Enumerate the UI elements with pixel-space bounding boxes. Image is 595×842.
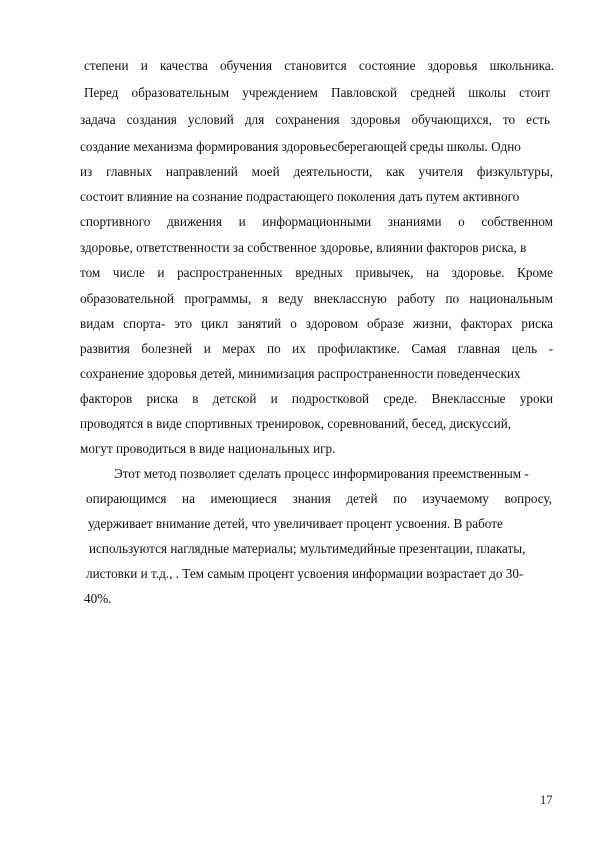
page-number: 17 (540, 793, 553, 807)
text-line: видам спорта- это цикл занятий о здоровом образе жизни, факторах риска (80, 316, 553, 331)
text-line: опирающимся на имеющиеся знания детей по изучаемому вопросу, (86, 491, 552, 506)
text-line: 40%. (84, 591, 112, 606)
text-line: образовательной программы, я веду внеклассную работу по национальным (80, 291, 553, 306)
text-line: спортивного движения и информационными знаниями о собственном (80, 214, 553, 229)
text-line: могут проводиться в виде национальных игр. (80, 441, 336, 456)
text-line: удерживает внимание детей, что увеличивает процент усвоения. В работе (88, 516, 503, 531)
text-line: факторов риска в детской и подростковой среде. Внеклассные уроки (80, 391, 553, 406)
text-line: здоровье, ответственности за собственное здоровье, влиянии факторов риска, в (80, 240, 527, 255)
text-line: сохранение здоровья детей, минимизация распространенности поведенческих (80, 366, 521, 381)
text-line: проводятся в виде спортивных тренировок, соревнований, бесед, дискуссий, (80, 416, 512, 431)
text-line: степени и качества обучения становится состояние здоровья школьника. (84, 58, 554, 73)
text-line: том числе и распространенных вредных привычек, на здоровье. Кроме (80, 265, 553, 280)
text-line: создание механизма формирования здоровьесберегающей среды школы. Одно (80, 139, 521, 154)
text-line: используются наглядные материалы; мультимедийные презентации, плакаты, (89, 541, 526, 556)
text-line: листовки и т.д., . Тем самым процент усвоения информации возрастает до 30- (86, 566, 524, 581)
text-line: Перед образовательным учреждением Павловской средней школы стоит (84, 85, 550, 100)
text-line: Этот метод позволяет сделать процесс информирования преемственным - (114, 466, 529, 481)
text-line: задача создания условий для сохранения здоровья обучающихся, то есть (80, 112, 550, 127)
text-line: развития болезней и мерах по их профилактике. Самая главная цель - (80, 341, 553, 356)
text-line: из главных направлений моей деятельности, как учителя физкультуры, (80, 164, 553, 179)
text-line: состоит влияние на сознание подрастающего поколения дать путем активного (80, 189, 520, 204)
